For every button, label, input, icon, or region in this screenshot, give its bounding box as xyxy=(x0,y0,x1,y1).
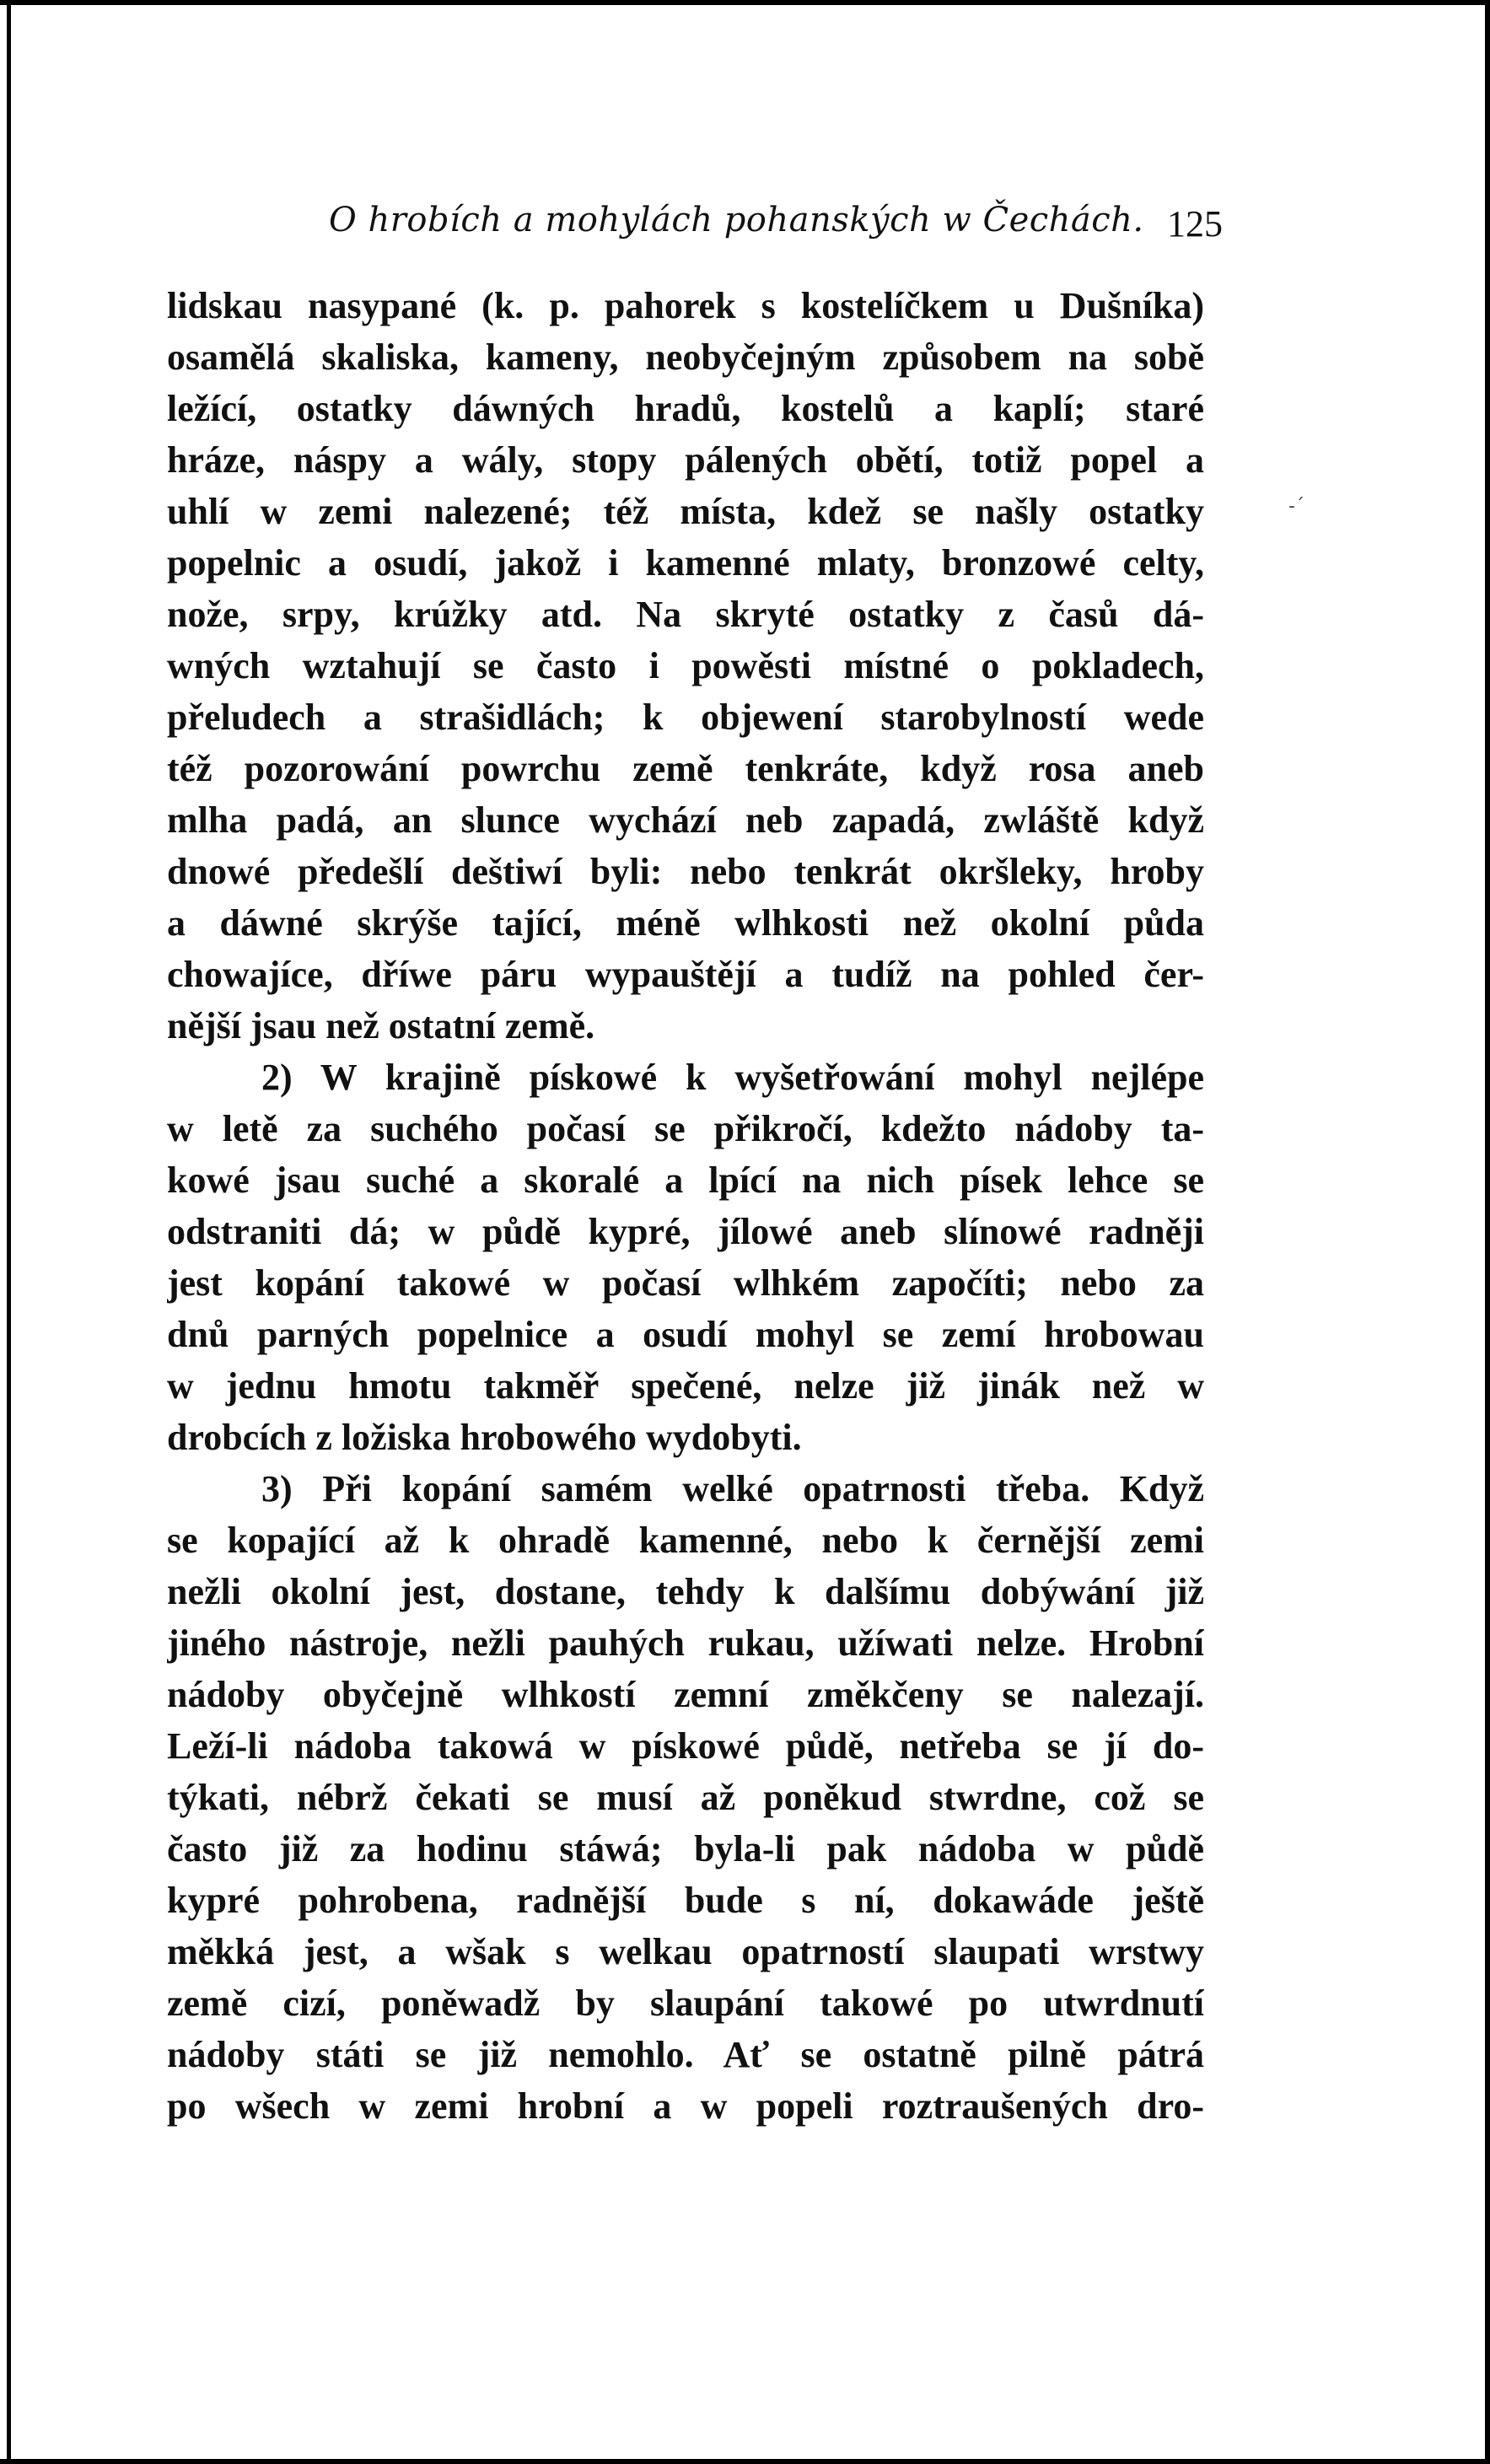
text-line: popelnic a osudí, jakož i kamenné mlaty, bronzowé celty, xyxy=(167,542,1204,584)
text-line: w jednu hmotu takměř spečené, nelze již jinák než w xyxy=(167,1365,1204,1407)
text-line: Leží-li nádoba takowá w pískowé půdě, netřeba se jí do- xyxy=(167,1725,1204,1767)
text-line: též pozorowání powrchu země tenkráte, když rosa aneb xyxy=(167,748,1204,789)
text-line: 3) Při kopání samém welké opatrnosti třeba. Když xyxy=(261,1468,1204,1509)
text-line: kowé jsau suché a skoralé a lpící na nich písek lehce se xyxy=(167,1159,1204,1201)
text-line: osamělá skaliska, kameny, neobyčejným způsobem na sobě xyxy=(167,336,1204,378)
page-border-top xyxy=(0,0,1490,5)
text-line: dnowé předešlí deštiwí byli: nebo tenkrát okršleky, hroby xyxy=(167,851,1204,892)
text-line: nádoby obyčejně wlhkostí zemní změkčeny se nalezají. xyxy=(167,1674,1204,1715)
body-text xyxy=(167,280,1204,2132)
text-line: po wšech w zemi hrobní a w popeli roztraušených dro- xyxy=(167,2085,1204,2127)
text-line: drobcích z ložiska hrobowého wydobyti. xyxy=(167,1417,802,1458)
text-line: a dáwné skrýše tající, méně wlhkosti než okolní půda xyxy=(167,902,1204,944)
page-border-left xyxy=(7,0,11,2464)
text-line: chowajíce, dříwe páru wypauštějí a tudíž na pohled čer- xyxy=(167,954,1204,995)
text-line: dnů parných popelnice a osudí mohyl se zemí hrobowau xyxy=(167,1314,1204,1355)
text-line: uhlí w zemi nalezené; též místa, kdež se našly ostatky xyxy=(167,491,1204,532)
page-border-bottom xyxy=(0,2459,1490,2464)
paragraph-3 xyxy=(167,1463,1204,2132)
page-border-right xyxy=(1485,0,1490,2464)
text-line: odstraniti dá; w půdě kypré, jílowé aneb slínowé radněji xyxy=(167,1211,1204,1252)
text-line: nože, srpy, krúžky atd. Na skryté ostatky z časů dá- xyxy=(167,594,1204,635)
text-line: 2) W krajině pískowé k wyšetřowání mohyl nejlépe xyxy=(261,1057,1204,1098)
text-line: mlha padá, an slunce wychází neb zapadá, zwláště když xyxy=(167,799,1204,841)
text-line: přeludech a strašidlách; k objewení starobylností wede xyxy=(167,697,1204,738)
text-line: týkati, nébrž čekati se musí až poněkud stwrdne, což se xyxy=(167,1777,1204,1818)
text-line: nežli okolní jest, dostane, tehdy k dalšímu dobýwání již xyxy=(167,1571,1204,1612)
running-title: O hrobích a mohylách pohanských w Čechách. xyxy=(329,201,1144,239)
text-line: lidskau nasypané (k. p. pahorek s kostelíčkem u Dušníka) xyxy=(167,285,1204,326)
text-line: měkká jest, a wšak s welkau opatrností slaupati wrstwy xyxy=(167,1931,1204,1972)
text-line: nější jsau než ostatní země. xyxy=(167,1005,595,1046)
paragraph-1 xyxy=(167,280,1204,1052)
text-line: nádoby státi se již nemohlo. Ať se ostatně pilně pátrá xyxy=(167,2034,1204,2075)
text-line: země cizí, poněwadž by slaupání takowé po utwrdnutí xyxy=(167,1982,1204,2024)
page-header xyxy=(329,201,1223,251)
text-line: hráze, náspy a wály, stopy pálených obětí, totiž popel a xyxy=(167,439,1204,481)
margin-mark: -ˊ xyxy=(1288,496,1304,517)
text-line: často již za hodinu stáwá; byla-li pak nádoba w půdě xyxy=(167,1828,1204,1870)
page-number: 125 xyxy=(1167,203,1223,245)
text-line: se kopající až k ohradě kamenné, nebo k černější zemi xyxy=(167,1520,1204,1561)
text-line: jiného nástroje, nežli pauhých rukau, užíwati nelze. Hrobní xyxy=(167,1622,1204,1664)
text-line: wných wztahují se často i powěsti místné o pokladech, xyxy=(167,645,1204,686)
text-line: jest kopání takowé w počasí wlhkém započíti; nebo za xyxy=(167,1262,1204,1304)
text-line: ležící, ostatky dáwných hradů, kostelů a kaplí; staré xyxy=(167,388,1204,429)
paragraph-2 xyxy=(167,1052,1204,1463)
text-line: w letě za suchého počasí se přikročí, kdežto nádoby ta- xyxy=(167,1108,1204,1149)
text-line: kypré pohrobena, radnější bude s ní, dokawáde ještě xyxy=(167,1880,1204,1921)
